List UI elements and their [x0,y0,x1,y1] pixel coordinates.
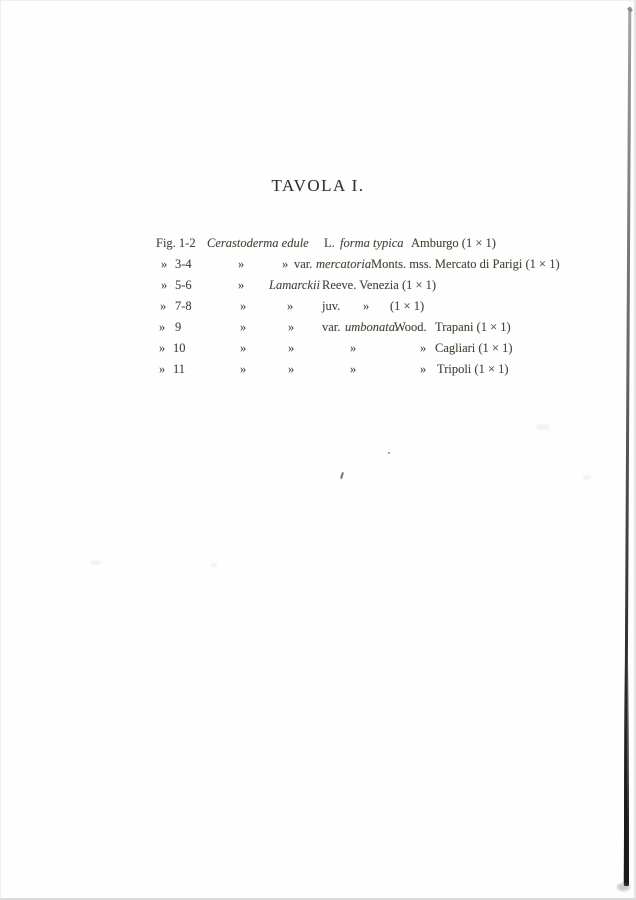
variety-label: var. [322,320,341,334]
paper-smudge [90,560,101,565]
ditto-mark: » [420,362,427,376]
paper-smudge [210,563,218,567]
age-label: juv. [322,299,341,313]
locality-and-scale: Trapani (1 × 1) [435,320,511,334]
page-edge-scan-line-bottom [624,660,629,886]
paper-smudge [536,424,550,430]
figure-caption-row [0,341,636,357]
plate-title: TAVOLA I. [271,176,365,195]
figure-caption-row [0,236,636,252]
ditto-mark: » [240,320,247,334]
variety-name: forma typica [340,236,404,250]
figure-number: 11 [173,362,186,376]
locality-and-scale: Cagliari (1 × 1) [435,341,513,355]
ditto-mark: » [240,341,247,355]
figure-caption-row [0,257,636,273]
figure-number: Fig. 1-2 [156,236,196,250]
ditto-mark: » [240,299,247,313]
figure-number: 10 [173,341,186,355]
species-name: Cerastoderma edule [207,236,309,250]
ditto-mark: » [161,257,168,271]
variety-name: mercatoria [316,257,372,271]
figure-number: 9 [175,320,182,334]
ditto-mark: » [287,299,294,313]
variety-label: var. [294,257,313,271]
paper-smudge [583,475,591,480]
ditto-mark: » [159,320,166,334]
ditto-mark: » [350,341,357,355]
ditto-mark: » [282,257,289,271]
figure-caption-row [0,278,636,294]
variety-name: umbonata. [345,320,399,334]
ink-speck [388,452,390,454]
ink-speck [340,472,344,479]
scale-note: (1 × 1) [390,299,425,313]
ditto-mark: » [420,341,427,355]
ditto-mark: » [288,320,295,334]
ditto-mark: » [160,299,167,313]
figure-number: 7-8 [175,299,192,313]
ditto-mark: » [159,362,166,376]
ditto-mark: » [238,278,245,292]
ditto-mark: » [363,299,370,313]
author-abbrev: Wood. [394,320,427,334]
figure-caption-row [0,299,636,315]
figure-number: 5-6 [175,278,192,292]
figure-caption-row [0,362,636,378]
ditto-mark: » [240,362,247,376]
figure-number: 3-4 [175,257,192,271]
author-abbrev: L. [324,236,335,250]
figure-caption-row [0,320,636,336]
ditto-mark: » [159,341,166,355]
ditto-mark: » [238,257,245,271]
locality-and-scale: Tripoli (1 × 1) [437,362,509,376]
corner-smudge [617,883,630,891]
locality-and-scale: Monts. mss. Mercato di Parigi (1 × 1) [371,257,560,271]
locality-and-scale: Reeve. Venezia (1 × 1) [322,278,437,292]
species-name: Lamarckii [269,278,320,292]
locality-and-scale: Amburgo (1 × 1) [411,236,496,250]
ditto-mark: » [288,362,295,376]
ditto-mark: » [350,362,357,376]
ditto-mark: » [161,278,168,292]
ditto-mark: » [288,341,295,355]
